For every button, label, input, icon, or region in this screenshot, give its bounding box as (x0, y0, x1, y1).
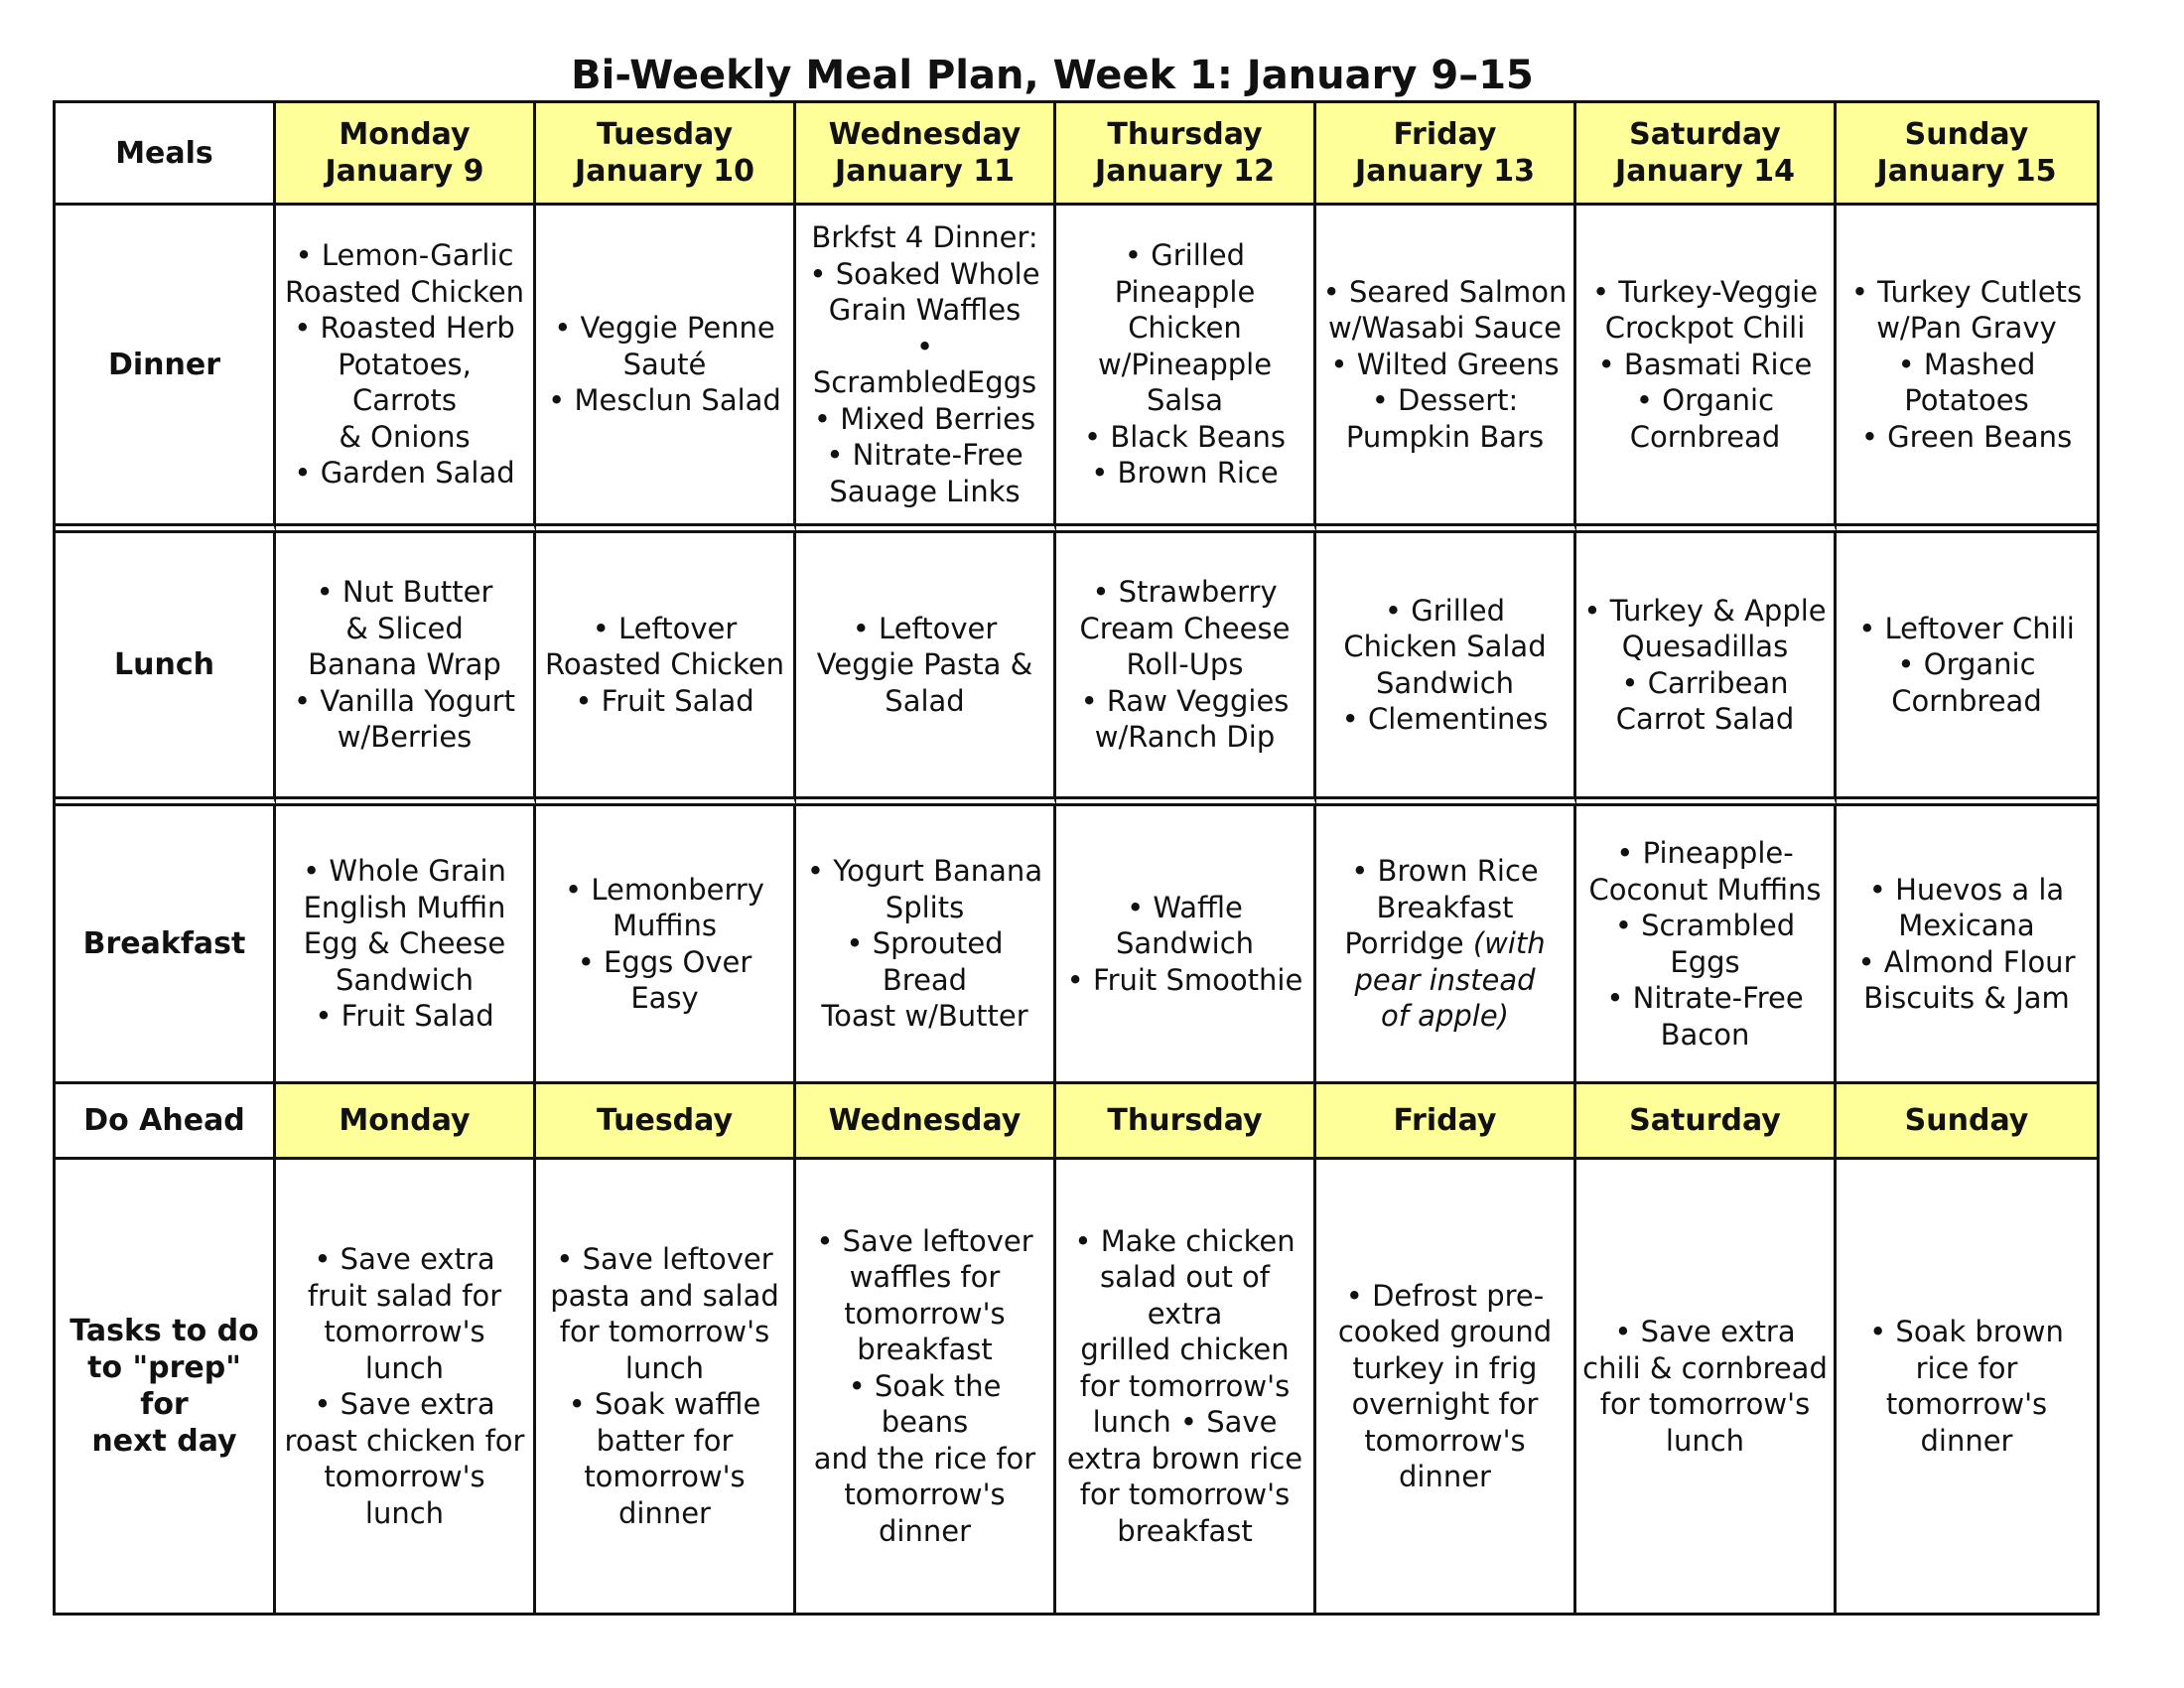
cell-line: • Scrambled (1614, 909, 1796, 942)
cell-line: tomorrow's (844, 1296, 1006, 1331)
cell-line: Cream Cheese (1079, 611, 1291, 645)
do-ahead-day-sunday: Sunday (1837, 1084, 2097, 1160)
cell-line: Salsa (1146, 383, 1224, 418)
breakfast-cell (1576, 806, 1837, 1084)
cell-line: • Defrost pre- (1345, 1278, 1545, 1313)
cell-line: Pineapple (1114, 274, 1256, 309)
cell-line: • Soak brown (1869, 1315, 2064, 1348)
cell-line: • Fruit Salad (315, 999, 494, 1034)
cell-line: w/Pineapple (1097, 347, 1273, 381)
breakfast-cell (796, 806, 1056, 1084)
cell-line: • Organic (1635, 383, 1775, 418)
cell-line: tomorrow's (1885, 1387, 2048, 1421)
cell-line: tomorrow's (1364, 1423, 1526, 1458)
cell-line: • Nitrate-Free (1606, 981, 1804, 1015)
row-label-lunch: Lunch (56, 533, 276, 806)
cell-line: Splits (885, 890, 965, 924)
cell-line: rice for (1915, 1350, 2018, 1385)
cell-line: • Green Beans (1860, 419, 2073, 454)
meal-plan-table (53, 100, 2100, 1616)
cell-line: w/Wasabi Sauce (1328, 311, 1562, 346)
cell-line: • Nitrate-Free (826, 438, 1024, 472)
cell-line: • Sprouted Bread (846, 926, 1004, 997)
cell-line: • Seared Salmon (1322, 274, 1568, 309)
cell-line: Roasted Chicken (285, 274, 524, 309)
cell-line: batter for (596, 1423, 734, 1458)
cell-line: lunch (624, 1350, 705, 1385)
breakfast-cell (1056, 806, 1316, 1084)
cell-line: Sauté (622, 347, 707, 381)
cell-line: cooked ground (1337, 1315, 1553, 1348)
cell-line: Toast w/Butter (821, 999, 1028, 1034)
cell-line: Crockpot Chili (1604, 311, 1806, 346)
cell-line: Pumpkin Bars (1345, 419, 1545, 454)
cell-line: • Soak the beans (848, 1368, 1002, 1440)
day-header-saturday: Saturday January 14 (1576, 103, 1837, 206)
cell-line: • Make chicken (1074, 1223, 1296, 1258)
lunch-cell (796, 533, 1056, 806)
cell-line: Sandwich (335, 962, 475, 997)
breakfast-cell (536, 806, 796, 1084)
cell-line: • Save extra (314, 1387, 495, 1421)
cell-line: • Mashed (1897, 347, 2036, 381)
cell-line: • Save extra (1614, 1315, 1796, 1348)
cell-line: • Waffle (1127, 890, 1243, 924)
day-header-monday: Monday January 9 (276, 103, 536, 206)
dinner-cell (276, 206, 536, 533)
cell-line: dinner (1398, 1460, 1491, 1493)
cell-line: Sauage Links (829, 474, 1021, 508)
cell-line: Banana Wrap (308, 647, 501, 682)
cell-line: • Leftover (852, 611, 998, 645)
do-ahead-day-thursday: Thursday (1056, 1084, 1316, 1160)
cell-line: Coconut Muffins (1588, 872, 1822, 907)
cell-line: for tomorrow's (1079, 1368, 1291, 1403)
cell-line: Roll-Ups (1126, 647, 1244, 682)
cell-line: • Carribean (1621, 665, 1789, 700)
row-label-dinner: Dinner (56, 206, 276, 533)
cell-line: Egg & Cheese (303, 926, 506, 961)
cell-line: lunch (1665, 1423, 1745, 1458)
cell-line: • Veggie Penne (554, 311, 775, 346)
do-ahead-day-wednesday: Wednesday (796, 1084, 1056, 1160)
task-cell (1316, 1160, 1576, 1613)
cell-line: chili & cornbread (1582, 1350, 1828, 1385)
do-ahead-day-monday: Monday (276, 1084, 536, 1160)
task-cell (276, 1160, 536, 1613)
cell-line: Chicken (1128, 311, 1242, 346)
day-header-thursday: Thursday January 12 (1056, 103, 1316, 206)
cell-line: tomorrow's (844, 1477, 1006, 1512)
cell-line: Carrot Salad (1615, 702, 1795, 736)
cell-line: • Garden Salad (294, 456, 515, 491)
cell-line: Roasted Chicken (545, 647, 784, 682)
cell-line: • Lemonberry (565, 872, 764, 907)
dinner-cell (1056, 206, 1316, 533)
day-header-sunday: Sunday January 15 (1837, 103, 2097, 206)
task-cell (1056, 1160, 1316, 1613)
cell-line: • Turkey & Apple (1583, 593, 1827, 628)
corner-header: Meals (56, 103, 276, 206)
cell-line: • Save extra (314, 1242, 495, 1276)
breakfast-cell (1837, 806, 2097, 1084)
day-header-wednesday: Wednesday January 11 (796, 103, 1056, 206)
cell-line: • Vanilla Yogurt (294, 683, 515, 718)
cell-line: fruit salad for (307, 1278, 502, 1313)
cell-line: English Muffin (303, 890, 506, 924)
lunch-cell (536, 533, 796, 806)
cell-line: • Mixed Berries (813, 401, 1036, 436)
lunch-cell (1576, 533, 1837, 806)
cell-line: tomorrow's (584, 1460, 746, 1493)
cell-line: dinner (617, 1495, 711, 1530)
task-cell (1576, 1160, 1837, 1613)
cell-line: Veggie Pasta & (816, 647, 1033, 682)
cell-line: • Brown Rice (1091, 456, 1279, 491)
task-cell (536, 1160, 796, 1613)
cell-line: & Onions (339, 419, 471, 454)
page-title: Bi-Weekly Meal Plan, Week 1: January 9–15 (571, 53, 1534, 98)
row-label-tasks: Tasks to do to "prep" for next day (56, 1160, 276, 1613)
cell-line: lunch • Save (1092, 1405, 1278, 1440)
cell-line: • Leftover Chili (1858, 611, 2075, 645)
cell-line: pasta and salad (550, 1278, 779, 1313)
dinner-cell (796, 206, 1056, 533)
cell-line: • Turkey-Veggie (1591, 274, 1819, 309)
day-header-tuesday: Tuesday January 10 (536, 103, 796, 206)
cell-line: • Grilled (1124, 238, 1246, 273)
cell-line: • Nut Butter (316, 575, 493, 610)
cell-line: • Grilled (1384, 593, 1506, 628)
row-label-breakfast: Breakfast (56, 806, 276, 1084)
cell-line: Potatoes, Carrots (338, 347, 472, 418)
row-label-do-ahead: Do Ahead (56, 1084, 276, 1160)
cell-line: tomorrow's lunch (324, 1460, 485, 1530)
dinner-cell (1576, 206, 1837, 533)
cell-line: salad out of extra (1100, 1260, 1270, 1331)
cell-line: • Save leftover (816, 1223, 1033, 1258)
do-ahead-day-saturday: Saturday (1576, 1084, 1837, 1160)
cell-line: • Huevos a la (1868, 872, 2065, 907)
cell-line: • Lemon-Garlic (295, 238, 514, 273)
cell-line: • ScrambledEggs (812, 329, 1037, 399)
cell-line: • Soak waffle (568, 1387, 761, 1421)
cell-line: Bacon (1660, 1017, 1750, 1052)
cell-line: for tomorrow's (559, 1315, 770, 1348)
lunch-cell (276, 533, 536, 806)
cell-line: breakfast (1117, 1513, 1253, 1548)
cell-line: Chicken Salad (1343, 630, 1547, 663)
cell-line: • Eggs Over Easy (577, 944, 752, 1015)
breakfast-cell (276, 806, 536, 1084)
cell-line: • Wilted Greens (1330, 347, 1560, 381)
cell-line: Sandwich (1375, 665, 1515, 700)
cell-line: • Raw Veggies (1080, 683, 1290, 718)
day-header-friday: Friday January 13 (1316, 103, 1576, 206)
cell-line: • Soaked Whole (809, 256, 1040, 291)
cell-line: turkey in frig (1352, 1350, 1538, 1385)
cell-line: for tomorrow's (1079, 1477, 1291, 1512)
do-ahead-day-tuesday: Tuesday (536, 1084, 796, 1160)
cell-line: Potatoes (1904, 383, 2029, 418)
cell-line: breakfast (857, 1333, 993, 1367)
dinner-cell (1316, 206, 1576, 533)
cell-line: Brkfst 4 Dinner: (811, 220, 1038, 254)
cell-line: w/Pan Gravy (1876, 311, 2057, 346)
cell-line: • Yogurt Banana (806, 854, 1043, 889)
cell-line: • Almond Flour (1857, 944, 2076, 979)
cell-line: • Strawberry (1092, 575, 1278, 610)
cell-line: • Fruit Salad (575, 683, 754, 718)
breakfast-cell: • Brown Rice Breakfast Porridge (with pear instead of apple) (1316, 806, 1576, 1084)
cell-line: • Fruit Smoothie (1066, 962, 1303, 997)
cell-line: • Leftover (592, 611, 738, 645)
cell-line: grilled chicken (1080, 1333, 1290, 1367)
cell-line: tomorrow's lunch (324, 1315, 485, 1385)
cell-line: Quesadillas (1621, 630, 1789, 663)
cell-line: • Mesclun Salad (548, 383, 781, 418)
cell-line: & Sliced (345, 611, 464, 645)
cell-line: Mexicana (1898, 909, 2035, 942)
cell-line: Muffins (613, 909, 717, 942)
cell-line: w/Berries (337, 720, 473, 755)
cell-line: • Clementines (1341, 702, 1549, 736)
cell-line: for tomorrow's (1599, 1387, 1811, 1421)
cell-line: extra brown rice (1066, 1441, 1303, 1476)
lunch-cell (1316, 533, 1576, 806)
cell-line: Cornbread (1891, 683, 2042, 718)
dinner-cell (1837, 206, 2097, 533)
lunch-cell (1837, 533, 2097, 806)
cell-line: • Save leftover (556, 1242, 773, 1276)
cell-line: • Turkey Cutlets (1850, 274, 2083, 309)
cell-line: roast chicken for (284, 1423, 525, 1458)
cell-line: • Whole Grain (303, 854, 506, 889)
cell-line: dinner (879, 1513, 971, 1548)
cell-line: Salad (885, 683, 965, 718)
cell-line: and the rice for (813, 1441, 1036, 1476)
do-ahead-day-friday: Friday (1316, 1084, 1576, 1160)
cell-line: • Black Beans (1084, 419, 1286, 454)
cell-line: • Basmati Rice (1597, 347, 1813, 381)
cell-line: • Roasted Herb (294, 311, 515, 346)
cell-line: Biscuits & Jam (1863, 981, 2070, 1015)
task-cell (1837, 1160, 2097, 1613)
cell-line: w/Ranch Dip (1094, 720, 1276, 755)
cell-line: • Pineapple- (1616, 836, 1794, 870)
cell-line: Grain Waffles (828, 293, 1022, 327)
cell-line: Sandwich (1115, 926, 1255, 961)
cell-line: dinner (1920, 1423, 2013, 1458)
cell-line: overnight for (1351, 1387, 1539, 1421)
dinner-cell (536, 206, 796, 533)
cell-line: Eggs (1670, 944, 1740, 979)
lunch-cell (1056, 533, 1316, 806)
cell-line: • Organic (1897, 647, 2036, 682)
cell-line: • Dessert: (1371, 383, 1519, 418)
task-cell (796, 1160, 1056, 1613)
cell-line: waffles for (849, 1260, 1001, 1295)
cell-line: Cornbread (1629, 419, 1781, 454)
